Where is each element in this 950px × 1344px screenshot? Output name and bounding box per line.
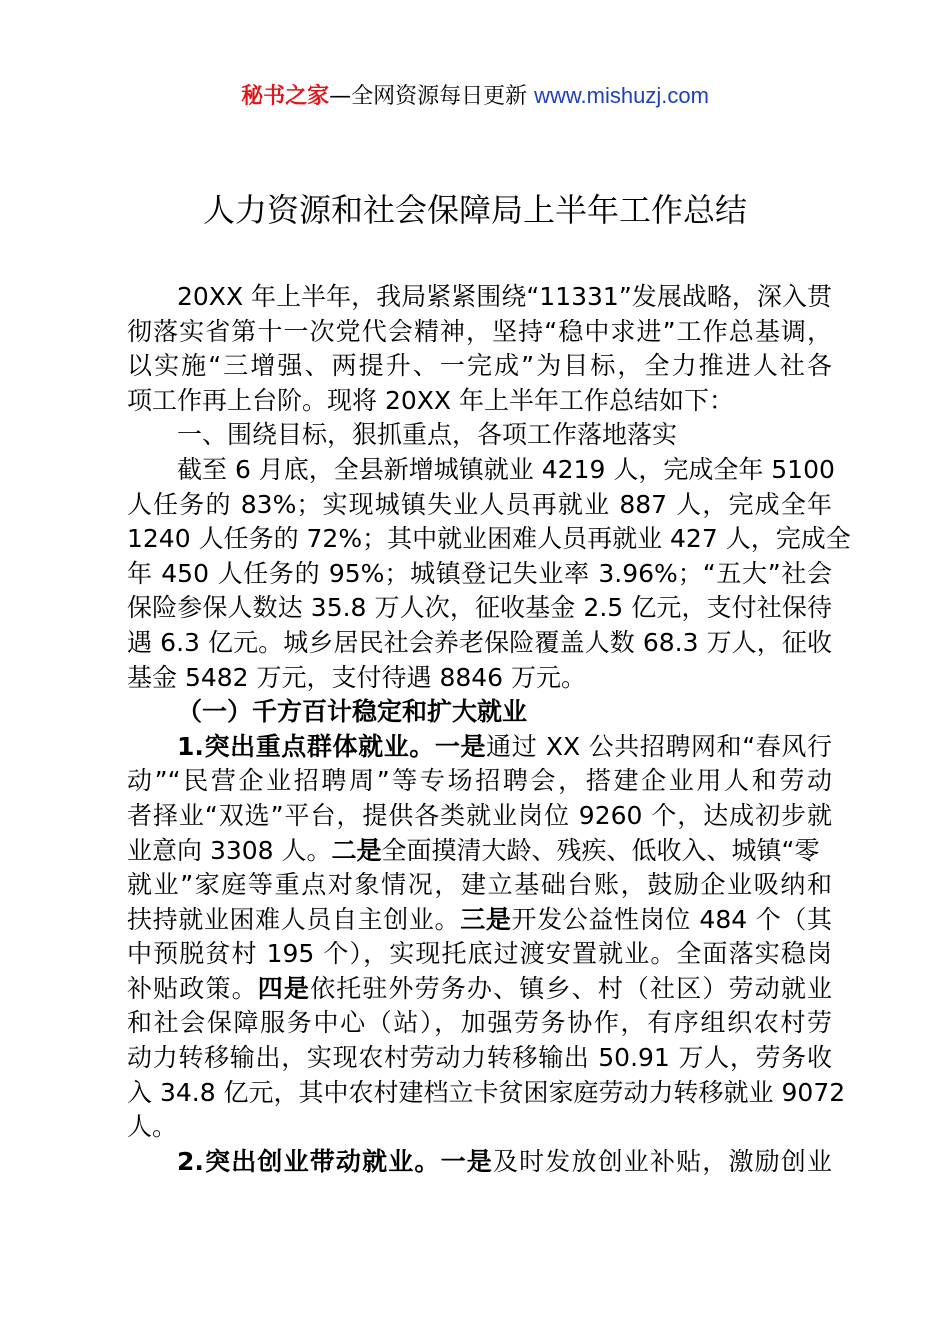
paragraph-line: 入 34.8 亿元，其中农村建档立卡贫困家庭劳动力转移就业 9072 [127,1077,846,1107]
paragraph-line: 1240 人任务的 72%；其中就业困难人员再就业 427 人，完成全 [127,524,851,554]
brand-name: 秘书之家 [241,84,330,109]
line-text: 通过 XX 公共招聘网和“春风行 [486,731,832,761]
document-title: 人力资源和社会保障局上半年工作总结 [202,191,747,229]
paragraph-line: 保险参保人数达 35.8 万人次，征收基金 2.5 亿元，支付社保待 [127,593,832,623]
line-text: 开发公益性岗位 484 个（其 [511,904,832,934]
bold-lead: 四是 [257,973,311,1003]
bold-lead: 二是 [331,835,382,865]
paragraph-line: 人任务的 83%；实现城镇失业人员再就业 887 人，完成全年 [127,489,832,519]
section-heading: 一、围绕目标，狠抓重点，各项工作落地落实 [177,420,678,450]
paragraph-line: 项工作再上台阶。现将 20XX 年上半年工作总结如下： [127,385,734,415]
line-text: 及时发放创业补贴，激励创业 [492,1146,832,1176]
paragraph-line: 动力转移输出，实现农村劳动力转移输出 50.91 万人，劳务收 [127,1043,832,1073]
paragraph-line: 彻落实省第十一次党代会精神，坚持“稳中求进”工作总基调， [127,316,832,346]
line-text: 依托驻外劳务办、镇乡、村（社区）劳动就业 [310,973,832,1003]
site-header [0,80,950,113]
paragraph-line: 遇 6.3 亿元。城乡居民社会养老保险覆盖人数 68.3 万人，征收 [127,627,832,657]
paragraph-line: 年 450 人任务的 95%；城镇登记失业率 3.96%；“五大”社会 [127,558,832,588]
line-text: 全面摸清大龄、残疾、低收入、城镇“零 [381,835,820,865]
paragraph-line: 动”“民营企业招聘周”等专场招聘会，搭建企业用人和劳动 [127,766,832,796]
line-text: 业意向 3308 人。 [127,835,332,865]
paragraph-line [127,730,832,765]
bold-lead: 2.突出创业带动就业。一是 [177,1146,493,1176]
line-text: 补贴政策。 [127,973,258,1003]
paragraph-line: 截至 6 月底，全县新增城镇就业 4219 人，完成全年 5100 [177,454,835,484]
paragraph-line: 基金 5482 万元，支付待遇 8846 万元。 [127,662,587,692]
line-text: 扶持就业困难人员自主创业。 [127,904,461,934]
subsection-heading: （一）千方百计稳定和扩大就业 [177,697,528,727]
paragraph-line: 以实施“三增强、两提升、一完成”为目标，全力推进人社各 [127,351,832,381]
document-body [127,280,851,1179]
paragraph-line: 中预脱贫村 195 个），实现托底过渡安置就业。全面落实稳岗 [127,939,832,969]
bold-lead: 1.突出重点群体就业。一是 [177,731,487,761]
paragraph-line: 就业”家庭等重点对象情况，建立基础台账，鼓励企业吸纳和 [127,870,832,900]
paragraph-line [127,1145,832,1180]
paragraph-line [127,972,832,1007]
paragraph-line: 者择业“双选”平台，提供各类就业岗位 9260 个，达成初步就 [127,800,832,830]
paragraph-line: 和社会保障服务中心（站），加强劳务协作，有序组织农村劳 [127,1008,832,1038]
paragraph-line [127,834,832,869]
paragraph-line: 人。 [127,1112,178,1142]
paragraph-line: 20XX 年上半年，我局紧紧围绕“11331”发展战略，深入贯 [177,282,832,311]
paragraph-line [127,903,832,938]
bold-lead: 三是 [460,904,512,934]
site-url-link[interactable]: www.mishuzj.com [534,83,709,108]
header-slogan: —全网资源每日更新 [329,84,535,109]
